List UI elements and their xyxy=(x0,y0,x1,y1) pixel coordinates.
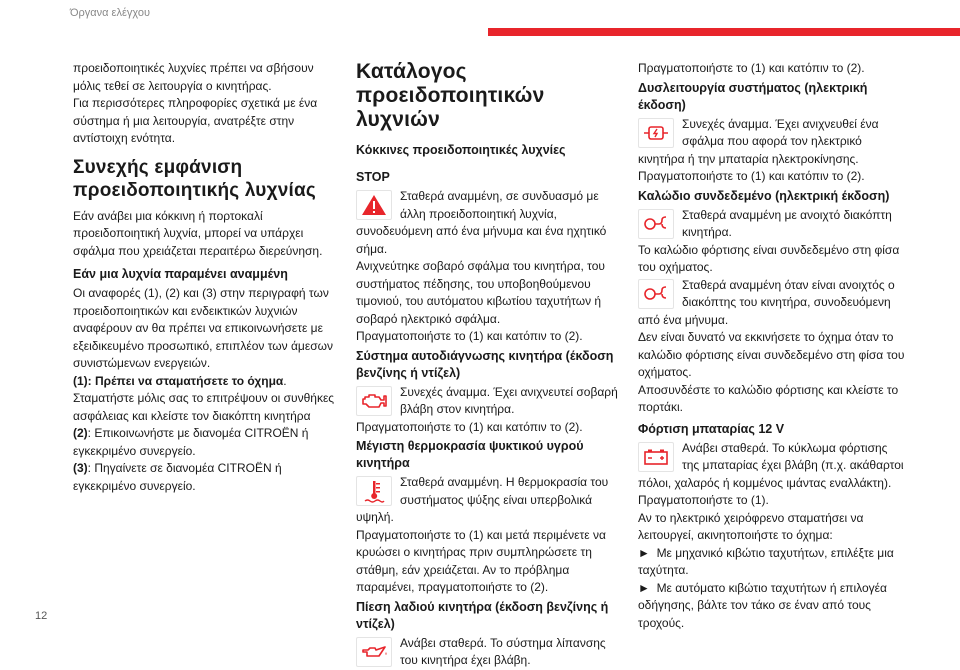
section-title: Κατάλογος προειδοποιητικών λυχνιών xyxy=(356,60,545,131)
coolant-heading: Μέγιστη θερμοκρασία ψυκτικού υγρού κινητήρα xyxy=(356,439,584,470)
ref-text: : Επικοινωνήστε με διανομέα CITROËN ή εγκεκριμένο συνεργείο. xyxy=(73,426,309,458)
lamp-description: Συνεχές άναμμα. Έχει ανιχνευτεί σοβαρή βλάβη στον κινητήρα. xyxy=(400,384,618,416)
paragraph: Ανιχνεύτηκε σοβαρό σφάλμα του κινητήρα, του συστήματος πέδησης, του υποβοηθούμενου τιμονιού, του αυτόματου κιβωτίου ταχυτήτων ή σοβαρό ηλεκτρικό σφάλμα. xyxy=(356,259,605,326)
bullet-text: Με αυτόματο κιβώτιο ταχυτήτων ή επιλογέα οδήγησης, βάλτε τον τάκο σε έναν από τους τροχούς. xyxy=(638,580,887,630)
paragraph: Για περισσότερες πληροφορίες σχετικά με ένα σύστημα ή μια λειτουργία, ανατρέξτε στην αντίστοιχη ενότητα. xyxy=(73,96,318,145)
header-title: Όργανα ελέγχου xyxy=(70,7,150,19)
lamp-coolant xyxy=(356,474,618,527)
reference-3 xyxy=(73,460,335,495)
lamp-stop xyxy=(356,188,618,258)
page-number: 12 xyxy=(35,610,48,622)
action: Πραγματοποιήστε το (1) και μετά περιμένετε να κρυώσει ο κινητήρας πριν συμπληρώσετε τη στάθμη, εάν χρειάζεται. Αν το πρόβλημα παραμένει, πραγματοποιήστε το (2). xyxy=(356,527,606,594)
column-3 xyxy=(638,60,906,632)
battery-icon xyxy=(638,442,674,472)
battery-heading: Φόρτιση μπαταρίας 12 V xyxy=(638,421,785,436)
paragraph: Δεν είναι δυνατό να εκκινήσετε το όχημα όταν το καλώδιο φόρτισης είναι συνδεδεμένο στη φίσα του οχήματος. xyxy=(638,330,905,379)
oil-can-icon xyxy=(356,637,392,667)
subsection-title: Εάν μια λυχνία παραμένει αναμμένη xyxy=(73,267,288,281)
coolant-temperature-icon xyxy=(356,476,392,506)
section-title: Συνεχής εμφάνιση προειδοποιητικής λυχνίας xyxy=(73,156,316,201)
lamp-cable-1 xyxy=(638,207,906,242)
action: Πραγματοποιήστε το (1). xyxy=(638,493,769,507)
stop-heading: STOP xyxy=(356,170,390,184)
bullet-item xyxy=(638,580,906,633)
reference-1 xyxy=(73,373,335,426)
engine-heading: Σύστημα αυτοδιάγνωσης κινητήρα (έκδοση βενζίνης ή ντίζελ) xyxy=(356,348,614,380)
engine-check-icon xyxy=(356,386,392,416)
lamp-engine xyxy=(356,384,618,419)
bullet-item xyxy=(638,545,906,580)
paragraph: Οι αναφορές (1), (2) και (3) στην περιγραφή των προειδοποιητικών και ενδεικτικών λυχνιών αναφέρουν αν θα πρέπει να επικοινωνήσετε με εξειδικευμένο προσωπικό, επιπλέον των άμεσων συνιστώμενων ενεργειών. xyxy=(73,286,333,370)
elec-heading: Δυσλειτουργία συστήματος (ηλεκτρική έκδοση) xyxy=(638,80,868,112)
lamp-description: Σταθερά αναμμένη όταν είναι ανοιχτός ο διακόπτης του κινητήρα, συνοδευόμενη από ένα μήνυμα. xyxy=(638,277,895,327)
charging-cable-icon xyxy=(638,279,674,309)
ref-label: (1) xyxy=(73,373,88,388)
ref-label: (3) xyxy=(73,461,88,475)
paragraph: προειδοποιητικές λυχνίες πρέπει να σβήσουν μόλις τεθεί σε λειτουργία ο κινητήρας. xyxy=(73,61,314,93)
column-2 xyxy=(356,60,618,670)
lamp-cable-2 xyxy=(638,277,906,330)
bullet-text: Με μηχανικό κιβώτιο ταχυτήτων, επιλέξτε μια ταχύτητα. xyxy=(638,545,894,577)
ref-text: . Σταματήστε μόλις σας το επιτρέψουν οι συνθήκες ασφάλειας και κλείστε τον διακόπτη κινητήρα xyxy=(73,373,335,423)
subsection-title: Κόκκινες προειδοποιητικές λυχνίες xyxy=(356,143,566,157)
system-fault-icon xyxy=(638,118,674,148)
lamp-description: Συνεχές άναμμα. Έχει ανιχνευθεί ένα σφάλμα που αφορά τον ηλεκτρικό κινητήρα ή την μπαταρία ηλεκτροκίνησης. xyxy=(638,116,879,166)
lamp-description: Ανάβει σταθερά. Το κύκλωμα φόρτισης της μπαταρίας έχει βλάβη (π.χ. ακάθαρτοι πόλοι, χαλαρός ή κομμένος ιμάντας εναλλάκτη). xyxy=(638,440,904,490)
paragraph: Αποσυνδέστε το καλώδιο φόρτισης και κλείστε το πορτάκι. xyxy=(638,382,899,414)
ref-text: : Πηγαίνετε σε διανομέα CITROËN ή εγκεκριμένο συνεργείο. xyxy=(73,461,282,493)
paragraph: Το καλώδιο φόρτισης είναι συνδεδεμένο στη φίσα του οχήματος. xyxy=(638,242,900,274)
action: Πραγματοποιήστε το (1) και κατόπιν το (2). xyxy=(638,61,865,75)
lamp-description: Σταθερά αναμμένη, σε συνδυασμό με άλλη προειδοποιητική λυχνία, συνοδευόμενη από ένα μήνυμα και ένα ηχητικό σήμα. xyxy=(356,189,607,256)
paragraph: Εάν ανάβει μια κόκκινη ή πορτοκαλί προειδοποιητική λυχνία, μπορεί να υπάρχει σφάλμα που χρειάζεται περαιτέρω διερεύνηση. xyxy=(73,208,323,258)
lamp-battery xyxy=(638,440,906,493)
stop-warning-icon xyxy=(356,190,392,220)
ref-label: (2) xyxy=(73,426,88,440)
cable-heading: Καλώδιο συνδεδεμένο (ηλεκτρική έκδοση) xyxy=(638,188,890,203)
ref-head: : Πρέπει να σταματήσετε το όχημα xyxy=(87,373,284,388)
lamp-description: Σταθερά αναμμένη. Η θερμοκρασία του συστήματος ψύξης είναι υπερβολικά υψηλή. xyxy=(356,475,609,524)
lamp-description: Ανάβει σταθερά. Το σύστημα λίπανσης του κινητήρα έχει βλάβη. xyxy=(400,635,606,667)
reference-2 xyxy=(73,425,335,460)
action: Πραγματοποιήστε το (1) και κατόπιν το (2). xyxy=(356,329,583,343)
action: Πραγματοποιήστε το (1) και κατόπιν το (2). xyxy=(356,419,583,434)
lamp-system-fault xyxy=(638,116,906,169)
header-accent-bar xyxy=(488,28,960,36)
bullet-marker: ► xyxy=(638,580,650,595)
charging-cable-icon xyxy=(638,209,674,239)
action: Πραγματοποιήστε το (1) και κατόπιν το (2). xyxy=(638,169,865,183)
lamp-description: Σταθερά αναμμένη με ανοιχτό διακόπτη κινητήρα. xyxy=(682,207,892,239)
column-1 xyxy=(73,60,335,495)
paragraph: Αν το ηλεκτρικό χειρόφρενο σταματήσει να λειτουργεί, ακινητοποιήστε το όχημα: xyxy=(638,510,864,542)
oil-heading: Πίεση λαδιού κινητήρα (έκδοση βενζίνης ή ντίζελ) xyxy=(356,599,609,631)
bullet-marker: ► xyxy=(638,545,650,560)
